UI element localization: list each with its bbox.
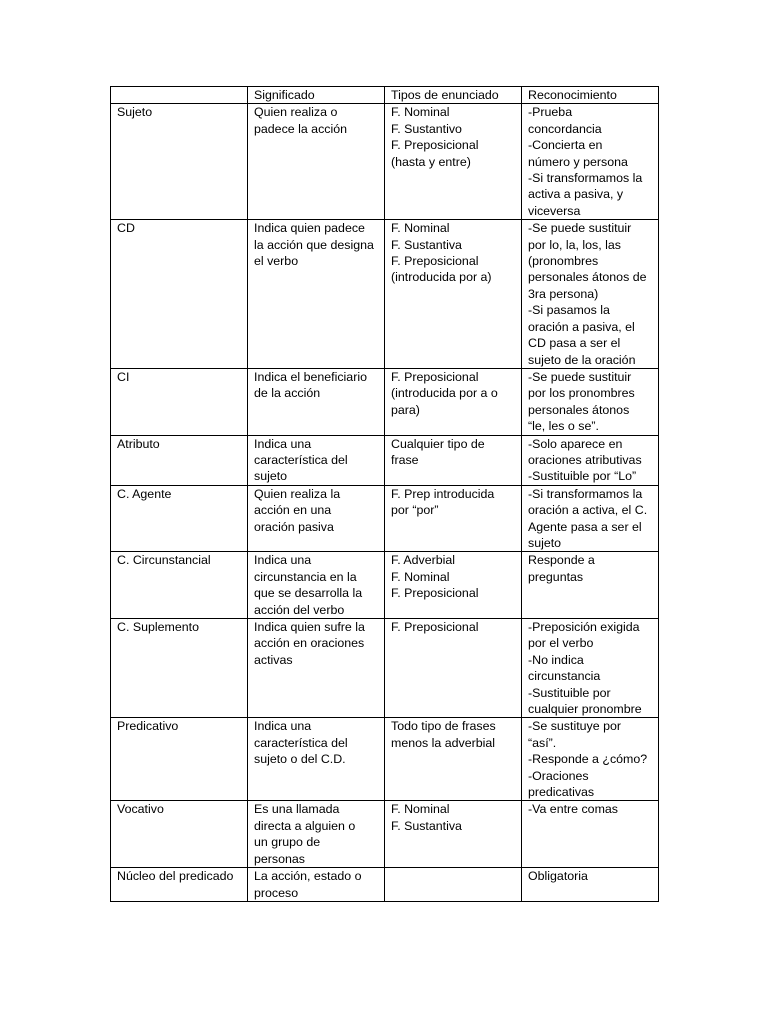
table-row: [111, 718, 659, 801]
row-tipos: F. Nominal F. Sustantiva: [385, 801, 522, 868]
row-term: Atributo: [111, 435, 248, 485]
row-significado: Indica el beneficiario de la acción: [248, 368, 385, 435]
row-term: Núcleo del predicado: [111, 868, 248, 902]
row-tipos: F. Nominal F. Sustantivo F. Preposicional (hasta y entre): [385, 104, 522, 220]
row-term: C. Suplemento: [111, 619, 248, 718]
syntax-table: [110, 86, 659, 902]
row-reconocimiento: -Si transformamos la oración a activa, el C. Agente pasa a ser el sujeto: [522, 485, 659, 552]
row-reconocimiento: -Preposición exigida por el verbo -No indica circunstancia -Sustituible por cualquier pronombre: [522, 619, 659, 718]
table-row: [111, 801, 659, 868]
row-term: CD: [111, 220, 248, 369]
table-row: [111, 220, 659, 369]
row-reconocimiento: -Solo aparece en oraciones atributivas -Sustituible por “Lo”: [522, 435, 659, 485]
row-significado: Indica quien sufre la acción en oraciones activas: [248, 619, 385, 718]
table-row: [111, 104, 659, 220]
row-tipos: Cualquier tipo de frase: [385, 435, 522, 485]
row-tipos: F. Prep introducida por “por”: [385, 485, 522, 552]
row-significado: Indica una característica del sujeto o del C.D.: [248, 718, 385, 801]
row-reconocimiento: -Se sustituye por “así”. -Responde a ¿cómo? -Oraciones predicativas: [522, 718, 659, 801]
header-significado: Significado: [248, 87, 385, 104]
row-reconocimiento: -Se puede sustituir por los pronombres personales átonos “le, les o se”.: [522, 368, 659, 435]
row-term: C. Agente: [111, 485, 248, 552]
row-reconocimiento: -Prueba concordancia -Concierta en número y persona -Si transformamos la activa a pasiva, y viceversa: [522, 104, 659, 220]
row-significado: Quien realiza o padece la acción: [248, 104, 385, 220]
row-significado: La acción, estado o proceso: [248, 868, 385, 902]
table-row: [111, 485, 659, 552]
row-significado: Indica quien padece la acción que designa el verbo: [248, 220, 385, 369]
row-significado: Indica una circunstancia en la que se desarrolla la acción del verbo: [248, 552, 385, 619]
row-tipos: F. Preposicional (introducida por a o para): [385, 368, 522, 435]
header-term: [111, 87, 248, 104]
table-row: [111, 552, 659, 619]
row-reconocimiento: Obligatoria: [522, 868, 659, 902]
table-row: [111, 368, 659, 435]
table-row: [111, 868, 659, 902]
row-term: Sujeto: [111, 104, 248, 220]
row-significado: Es una llamada directa a alguien o un grupo de personas: [248, 801, 385, 868]
row-significado: Indica una característica del sujeto: [248, 435, 385, 485]
row-term: CI: [111, 368, 248, 435]
table-header-row: [111, 87, 659, 104]
row-reconocimiento: -Va entre comas: [522, 801, 659, 868]
header-reconocimiento: Reconocimiento: [522, 87, 659, 104]
header-tipos: Tipos de enunciado: [385, 87, 522, 104]
row-tipos: F. Preposicional: [385, 619, 522, 718]
row-tipos: [385, 868, 522, 902]
row-term: Vocativo: [111, 801, 248, 868]
row-tipos: F. Adverbial F. Nominal F. Preposicional: [385, 552, 522, 619]
row-term: C. Circunstancial: [111, 552, 248, 619]
table-row: [111, 435, 659, 485]
row-reconocimiento: -Se puede sustituir por lo, la, los, las (pronombres personales átonos de 3ra persona) -Si pasamos la oración a pasiva, el CD pasa a ser el sujeto de la oración: [522, 220, 659, 369]
row-tipos: Todo tipo de frases menos la adverbial: [385, 718, 522, 801]
row-reconocimiento: Responde a preguntas: [522, 552, 659, 619]
row-significado: Quien realiza la acción en una oración pasiva: [248, 485, 385, 552]
row-tipos: F. Nominal F. Sustantiva F. Preposicional (introducida por a): [385, 220, 522, 369]
row-term: Predicativo: [111, 718, 248, 801]
table-row: [111, 619, 659, 718]
